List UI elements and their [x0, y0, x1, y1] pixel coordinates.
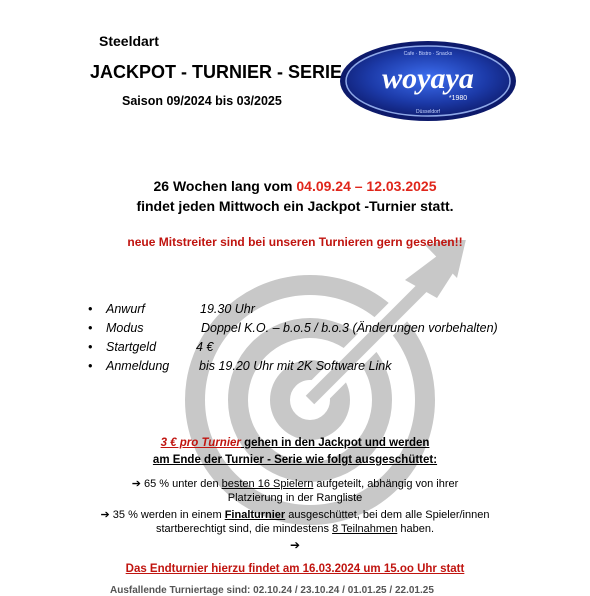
svg-text:*1980: *1980 [448, 95, 468, 102]
arrow-right-icon: ➔ [100, 509, 110, 521]
intro-line-2: findet jeden Mittwoch ein Jackpot -Turnier statt. [136, 198, 454, 214]
arrow-right-icon: ➔ [289, 538, 301, 552]
jackpot-amount: 3 € pro Turnier [160, 437, 241, 449]
jackpot-line-2: am Ende der Turnier - Serie wie folgt ausgeschüttet: [152, 454, 438, 466]
payout-35: ➔ 35 % werden in einem Finalturnier ausgeschüttet, bei dem alle Spieler/innen [100, 509, 490, 521]
svg-text:woyaya: woyaya [382, 62, 474, 95]
season-text: Saison 09/2024 bis 03/2025 [122, 94, 282, 108]
date-range: 04.09.24 – 12.03.2025 [296, 178, 437, 194]
cancelled-days-partial: Ausfallende Turniertage sind: 02.10.24 / 23.10.24 / 01.01.25 / 22.01.25 [110, 585, 434, 596]
final-tournament-text: Das Endturnier hierzu findet am 16.03.2024 um 15.oo Uhr statt [125, 563, 465, 575]
jackpot-line-1: 3 € pro Turnier gehen in den Jackpot und werden [160, 437, 430, 449]
arrow-right-icon: ➔ [131, 478, 141, 490]
newcomers-text: neue Mitstreiter sind bei unseren Turnieren gern gesehen!! [127, 235, 463, 249]
payout-65: ➔ 65 % unter den besten 16 Spielern aufgeteilt, abhängig von ihrer [131, 478, 459, 490]
intro-line-1: 26 Wochen lang vom 04.09.24 – 12.03.2025 [153, 178, 437, 194]
svg-text:Cafe · Bistro · Snacks: Cafe · Bistro · Snacks [403, 51, 453, 57]
payout-65-line-2: Platzierung in der Rangliste [227, 492, 363, 504]
page-title: JACKPOT - TURNIER - SERIE [90, 62, 343, 82]
woyaya-logo [338, 40, 518, 122]
header-label: Steeldart [99, 33, 159, 49]
payout-35-line-2: startberechtigt sind, die mindestens 8 Teilnahmen haben. [155, 523, 435, 535]
svg-text:Düsseldorf: Düsseldorf [416, 109, 440, 115]
